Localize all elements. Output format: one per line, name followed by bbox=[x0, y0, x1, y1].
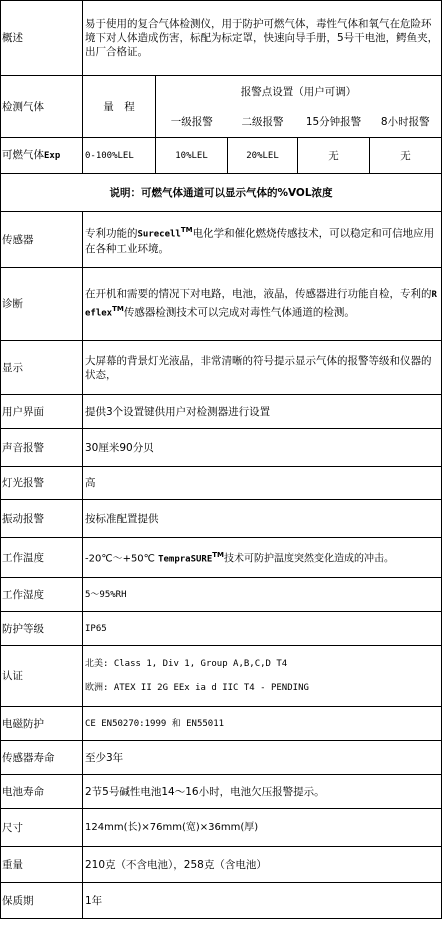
sensor-life-label: 传感器寿命 bbox=[1, 741, 83, 775]
alarm-col-3: 15分钟报警 bbox=[298, 108, 370, 138]
cert-line-2: 欧洲: ATEX II 2G EEx ia d IIC T4 - PENDING bbox=[85, 683, 309, 693]
combustible-alarm-3: 无 bbox=[298, 138, 370, 174]
weight-text: 210克（不含电池），258克（含电池） bbox=[83, 847, 442, 883]
sensor-brand: Surecell bbox=[137, 229, 181, 240]
sensor-text-post: 电化学和催化燃烧传感技术，可以稳定和可信地应用在各种工业环境。 bbox=[85, 227, 435, 255]
sensor-life-text: 至少3年 bbox=[83, 741, 442, 775]
audio-label: 声音报警 bbox=[1, 429, 83, 467]
row-weight bbox=[1, 847, 442, 883]
diag-label: 诊断 bbox=[1, 268, 83, 341]
temp-text-pre: -20℃～+50℃ bbox=[85, 553, 159, 565]
sensor-text bbox=[83, 212, 442, 268]
ui-label: 用户界面 bbox=[1, 395, 83, 429]
overview-text: 易于使用的复合气体检测仪，用于防护可燃气体，毒性气体和氧气在危险环境下对人体造成伤害，标配为标定罩，快速向导手册，5号干电池，鳄鱼夹，出厂合格证。 bbox=[83, 1, 442, 76]
row-audio bbox=[1, 429, 442, 467]
overview-label: 概述 bbox=[1, 1, 83, 76]
cert-text bbox=[83, 646, 442, 707]
range-label: 量 程 bbox=[83, 76, 156, 138]
size-label: 尺寸 bbox=[1, 809, 83, 847]
display-text: 大屏幕的背景灯光液晶，非常清晰的符号提示显示气体的报警等级和仪器的状态， bbox=[83, 341, 442, 395]
ui-text: 提供3个设置键供用户对检测器进行设置 bbox=[83, 395, 442, 429]
row-temp bbox=[1, 538, 442, 578]
row-sensor bbox=[1, 212, 442, 268]
cert-line-1: 北美: Class 1, Div 1, Group A,B,C,D T4 bbox=[85, 659, 288, 669]
row-diagnosis bbox=[1, 268, 442, 341]
emc-label: 电磁防护 bbox=[1, 707, 83, 741]
diag-text bbox=[83, 268, 442, 341]
row-ui bbox=[1, 395, 442, 429]
row-note bbox=[1, 174, 442, 212]
battery-text: 2节5号碱性电池14～16小时，电池欠压报警提示。 bbox=[83, 775, 442, 809]
combustible-label bbox=[1, 138, 83, 174]
warranty-text: 1年 bbox=[83, 883, 442, 919]
humidity-text: 5～95%RH bbox=[83, 578, 442, 612]
audio-text: 30厘米90分贝 bbox=[83, 429, 442, 467]
vibrate-text: 按标准配置提供 bbox=[83, 500, 442, 538]
sensor-label: 传感器 bbox=[1, 212, 83, 268]
light-text: 高 bbox=[83, 467, 442, 500]
row-size bbox=[1, 809, 442, 847]
temp-label: 工作温度 bbox=[1, 538, 83, 578]
combustible-alarm-1: 10%LEL bbox=[156, 138, 228, 174]
row-combustible bbox=[1, 138, 442, 174]
alarm-col-1: 一级报警 bbox=[156, 108, 228, 138]
weight-label: 重量 bbox=[1, 847, 83, 883]
warranty-label: 保质期 bbox=[1, 883, 83, 919]
alarm-col-2: 二级报警 bbox=[228, 108, 298, 138]
size-text: 124mm(长)×76mm(宽)×36mm(厚) bbox=[83, 809, 442, 847]
temp-brand: TempraSURE bbox=[158, 554, 213, 565]
combustible-label-suffix: Exp bbox=[44, 151, 61, 161]
alarm-col-4: 8小时报警 bbox=[370, 108, 442, 138]
temp-text-post: 技术可防护温度突然变化造成的冲击。 bbox=[224, 553, 395, 565]
detect-label: 检测气体 bbox=[1, 76, 83, 138]
row-cert bbox=[1, 646, 442, 707]
sensor-tm: TM bbox=[180, 226, 193, 235]
diag-tm: TM bbox=[112, 305, 124, 314]
combustible-alarm-2: 20%LEL bbox=[228, 138, 298, 174]
row-alarm-header bbox=[1, 76, 442, 108]
row-humidity bbox=[1, 578, 442, 612]
ip-text: IP65 bbox=[83, 612, 442, 646]
row-overview bbox=[1, 1, 442, 76]
temp-tm: TM bbox=[212, 551, 225, 560]
row-ip bbox=[1, 612, 442, 646]
combustible-label-text: 可燃气体 bbox=[2, 149, 44, 161]
vibrate-label: 振动报警 bbox=[1, 500, 83, 538]
diag-text-post: 传感器检测技术可以完成对毒性气体通道的检测。 bbox=[123, 306, 355, 319]
humidity-label: 工作湿度 bbox=[1, 578, 83, 612]
diag-text-pre: 在开机和需要的情况下对电路，电池，液晶，传感器进行功能自检，专利的 bbox=[85, 288, 432, 301]
diag-brand: Reflex bbox=[85, 290, 437, 319]
light-label: 灯光报警 bbox=[1, 467, 83, 500]
row-vibrate bbox=[1, 500, 442, 538]
row-battery bbox=[1, 775, 442, 809]
row-warranty bbox=[1, 883, 442, 919]
note-text: 说明：可燃气体通道可以显示气体的%VOL浓度 bbox=[1, 174, 442, 212]
combustible-alarm-4: 无 bbox=[370, 138, 442, 174]
temp-text bbox=[83, 538, 442, 578]
sensor-text-pre: 专利功能的 bbox=[85, 227, 138, 240]
alarm-header: 报警点设置（用户可调） bbox=[156, 76, 442, 108]
row-emc bbox=[1, 707, 442, 741]
ip-label: 防护等级 bbox=[1, 612, 83, 646]
cert-label: 认证 bbox=[1, 646, 83, 707]
row-display bbox=[1, 341, 442, 395]
combustible-range: 0-100%LEL bbox=[83, 138, 156, 174]
row-sensor-life bbox=[1, 741, 442, 775]
battery-label: 电池寿命 bbox=[1, 775, 83, 809]
row-light bbox=[1, 467, 442, 500]
emc-text: CE EN50270:1999 和 EN55011 bbox=[83, 707, 442, 741]
display-label: 显示 bbox=[1, 341, 83, 395]
